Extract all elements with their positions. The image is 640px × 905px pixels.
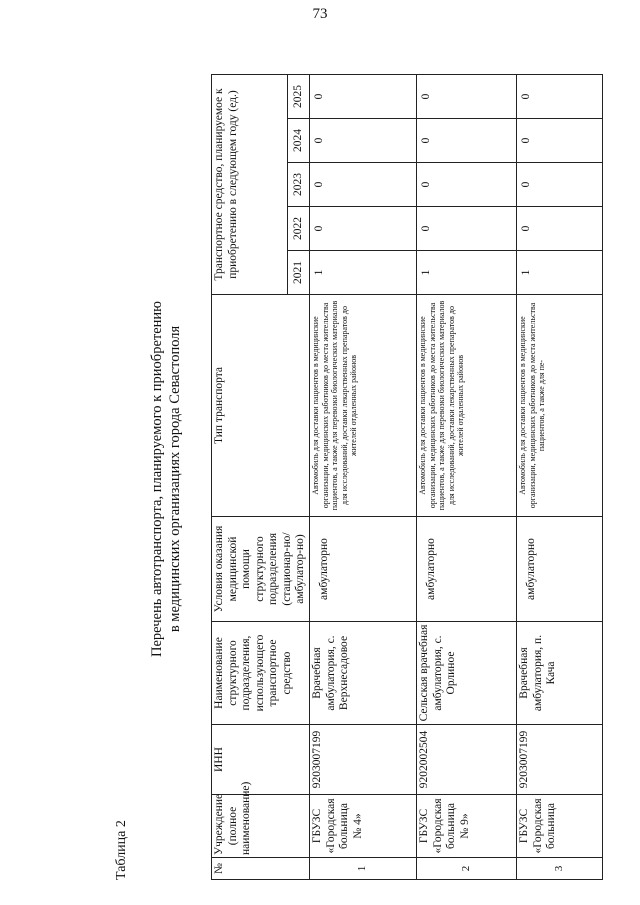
row-institution: ГБУЗС «Городская больница № 9»: [417, 795, 517, 858]
row-value: 0: [417, 75, 517, 119]
document-subtitle: в медицинских организациях города Севастополя: [167, 325, 183, 633]
header-year: 2022: [288, 207, 310, 251]
row-inn: 9203007199: [310, 725, 417, 795]
row-conditions: амбулаторно: [310, 517, 417, 622]
page-number: 73: [312, 6, 328, 22]
row-conditions: амбулаторно: [417, 517, 517, 622]
header-year: 2024: [288, 119, 310, 163]
row-value: 0: [417, 119, 517, 163]
row-unit: Врачебная амбулатория, с. Верхнесадовое: [310, 622, 417, 725]
row-value: 1: [417, 251, 517, 295]
row-value: 0: [517, 207, 603, 251]
row-value: 0: [310, 75, 417, 119]
row-num: 1: [310, 858, 417, 880]
row-inn: 9203007199: [517, 725, 603, 795]
header-planned: Транспортное средство, планируемое к приобретению в следующем году (ед.): [212, 75, 288, 295]
row-value: 0: [310, 207, 417, 251]
row-value: 0: [517, 75, 603, 119]
row-unit: Врачебная амбулатория, п. Кача: [517, 622, 603, 725]
header-year: 2021: [288, 251, 310, 295]
header-num: №: [212, 858, 310, 880]
rotated-page-content: [112, 70, 565, 888]
header-year: 2025: [288, 75, 310, 119]
row-institution: ГБУЗС «Городская больница: [517, 795, 603, 858]
header-conditions: Условия оказания медицинской помощи структурного подразделения (стационар-но/амбулатор-но): [212, 517, 310, 622]
table-row: [310, 75, 417, 880]
table-row: [517, 75, 603, 880]
row-unit: Сельская врачебная амбулатория, с. Орлиное: [417, 622, 517, 725]
row-value: 0: [310, 163, 417, 207]
table-caption: Таблица 2: [114, 820, 129, 880]
row-institution: ГБУЗС «Городская больница № 4»: [310, 795, 417, 858]
row-value: 1: [310, 251, 417, 295]
row-value: 0: [310, 119, 417, 163]
header-transport-type: Тип транспорта: [212, 295, 310, 517]
row-value: 0: [417, 207, 517, 251]
row-conditions: амбулаторно: [517, 517, 603, 622]
row-value: 0: [417, 163, 517, 207]
header-inn: ИНН: [212, 725, 310, 795]
header-institution: Учреждение (полное наименование): [212, 795, 310, 858]
table-row: [417, 75, 517, 880]
row-transport-type: Автомобиль для доставки пациентов в медицинские организации, медицинских работников до места жительства пациентов, а также для перевозки биологических материалов для исследований, доставки лекарственных препаратов до жителей отдаленных районов: [310, 295, 417, 517]
row-value: 1: [517, 251, 603, 295]
header-year: 2023: [288, 163, 310, 207]
row-transport-type: Автомобиль для доставки пациентов в медицинские организации, медицинских работников до места жительства пациентов, а также для пе-: [517, 295, 603, 517]
transport-table: [211, 74, 603, 880]
row-inn: 9202002504: [417, 725, 517, 795]
row-transport-type: Автомобиль для доставки пациентов в медицинские организации, медицинских работников до места жительства пациентов, а также для перевозки биологических материалов для исследований, доставки лекарственных препаратов до жителей отдаленных районов: [417, 295, 517, 517]
row-num: 2: [417, 858, 517, 880]
row-value: 0: [517, 163, 603, 207]
row-value: 0: [517, 119, 603, 163]
row-num: 3: [517, 858, 603, 880]
header-unit: Наименование структурного подразделения, использующего транспортное средство: [212, 622, 310, 725]
document-title: Перечень автотранспорта, планируемого к приобретению: [149, 301, 165, 658]
